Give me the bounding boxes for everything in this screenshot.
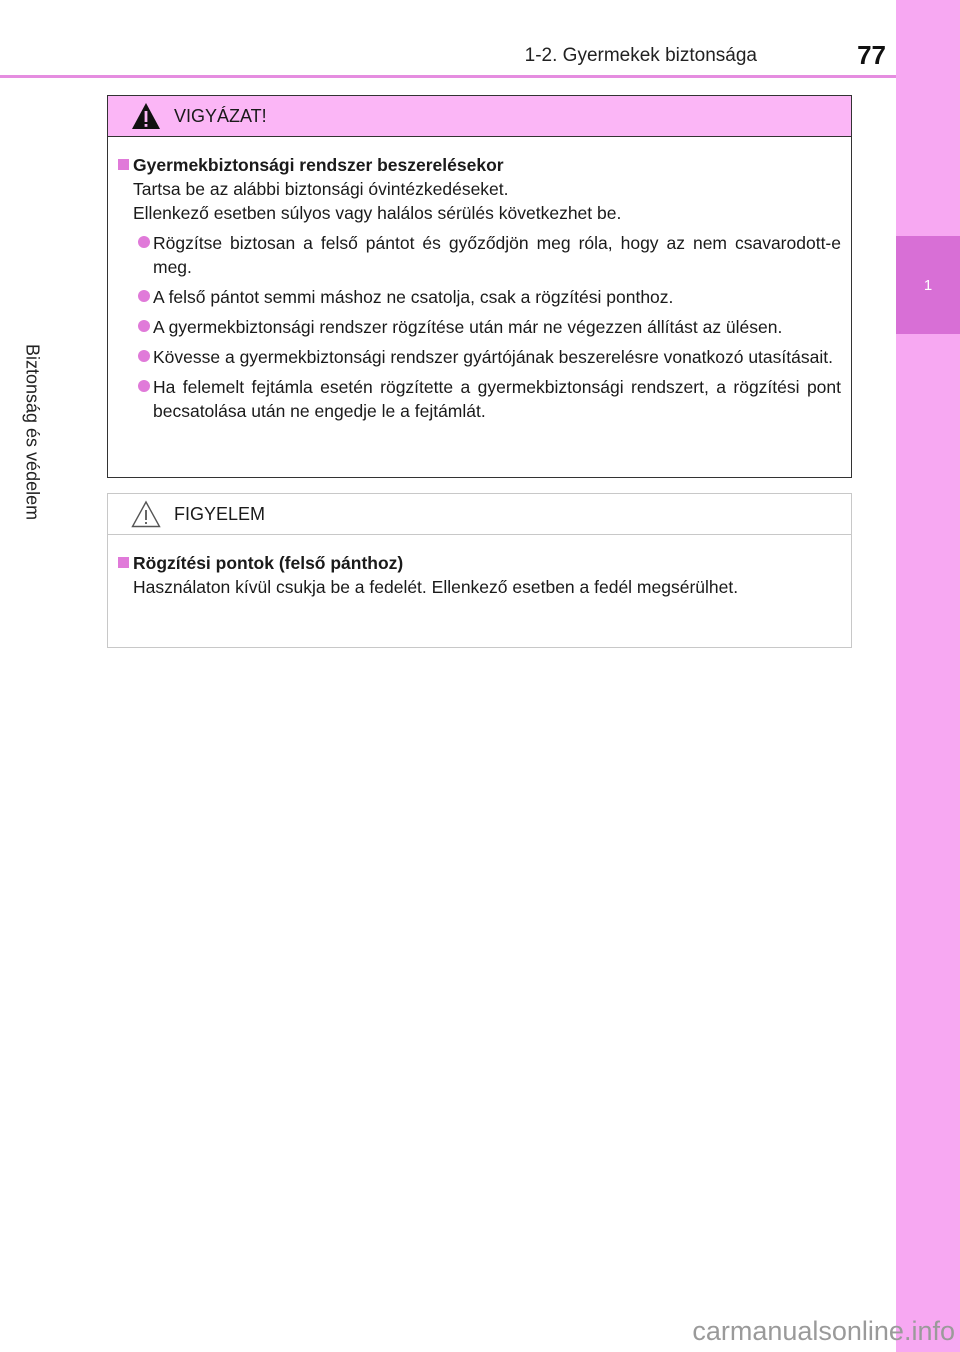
list-item (138, 315, 841, 339)
square-bullet-icon (118, 557, 129, 568)
notice-label: FIGYELEM (174, 503, 266, 524)
page-number: 77 (857, 40, 886, 70)
side-tab (896, 0, 960, 1352)
warning-triangle-filled-icon (130, 101, 162, 131)
square-bullet-icon (118, 159, 129, 170)
list-item (138, 231, 841, 279)
watermark: carmanualsonline.info (692, 1316, 955, 1346)
warning-body (108, 137, 851, 423)
warning-callout (107, 95, 852, 478)
dot-bullet-icon (138, 236, 150, 248)
notice-callout (107, 493, 852, 648)
warning-intro-2: Ellenkező esetben súlyos vagy halálos sérülés következhet be. (133, 203, 622, 223)
warning-heading (118, 153, 841, 177)
warning-intro-1: Tartsa be az alábbi biztonsági óvintézkedéseket. (133, 179, 509, 199)
notice-text: Használaton kívül csukja be a fedelét. Ellenkező esetben a fedél megsérülhet. (133, 577, 739, 597)
warning-triangle-outline-icon (130, 499, 162, 529)
list-item-text: Rögzítse biztosan a felső pántot és győződjön meg róla, hogy az nem csavarodott-e meg. (153, 233, 841, 277)
chapter-title: Biztonság és védelem (22, 344, 43, 521)
dot-bullet-icon (138, 350, 150, 362)
section-title: 1-2. Gyermekek biztonsága (524, 45, 757, 66)
list-item-text: A felső pántot semmi máshoz ne csatolja, csak a rögzítési ponthoz. (153, 287, 674, 307)
dot-bullet-icon (138, 380, 150, 392)
chapter-number: 1 (896, 236, 960, 334)
header-rule (0, 75, 896, 78)
notice-header (108, 494, 851, 535)
list-item (138, 285, 841, 309)
list-item (138, 345, 841, 369)
warning-heading-text: Gyermekbiztonsági rendszer beszerelésekor (133, 155, 504, 175)
warning-list (118, 231, 841, 423)
list-item-text: A gyermekbiztonsági rendszer rögzítése után már ne végezzen állítást az ülésen. (153, 317, 783, 337)
warning-header (108, 96, 851, 137)
notice-heading-text: Rögzítési pontok (felső pánthoz) (133, 553, 404, 573)
dot-bullet-icon (138, 290, 150, 302)
dot-bullet-icon (138, 320, 150, 332)
list-item-text: Ha felemelt fejtámla esetén rögzítette a gyermekbiztonsági rendszert, a rögzítési pont becsatolása után ne engedje le a fejtámlát. (153, 377, 841, 421)
notice-heading (118, 551, 841, 575)
list-item-text: Kövesse a gyermekbiztonsági rendszer gyártójának beszerelésre vonatkozó utasításait. (153, 347, 833, 367)
warning-label: VIGYÁZAT! (174, 105, 267, 126)
list-item (138, 375, 841, 423)
notice-body (108, 535, 851, 599)
